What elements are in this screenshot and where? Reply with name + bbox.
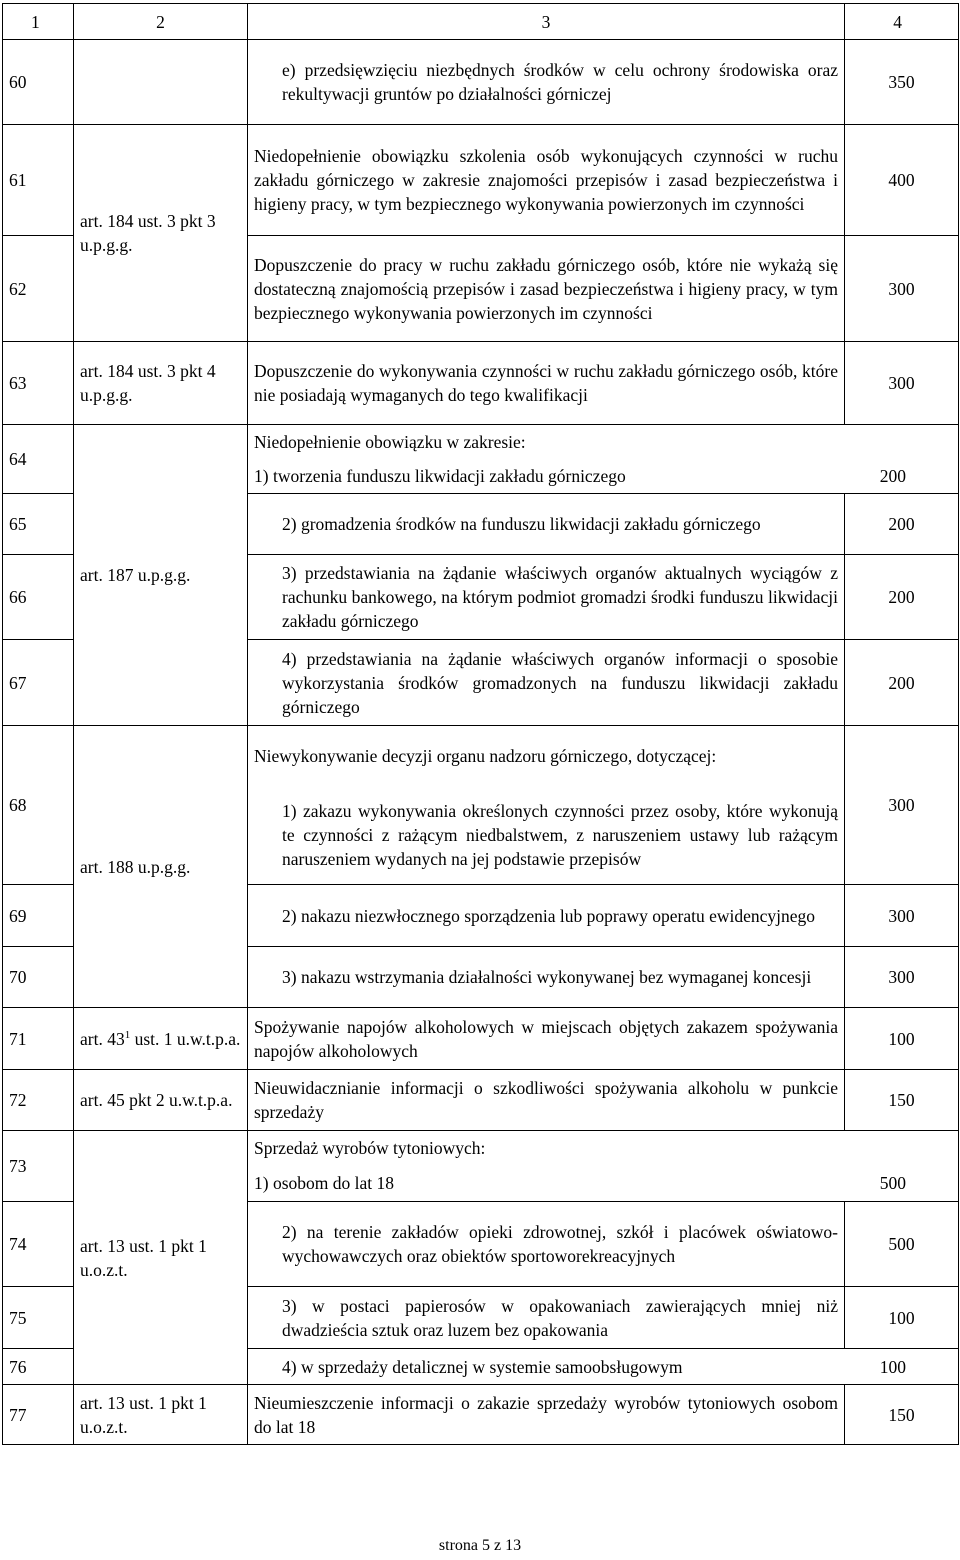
legal-basis: art. 187 u.p.g.g.	[74, 425, 248, 726]
offence-description: 3) przedstawiania na żądanie właściwych organów aktualnych wyciągów z rachunku bankowego, na którym podmiot gromadzi środki funduszu likwidacji zakładu górniczego	[248, 555, 845, 640]
row-number: 77	[3, 1385, 74, 1445]
group-intro-row	[3, 726, 959, 786]
offence-description: 2) na terenie zakładów opieki zdrowotnej, szkół i placówek oświatowo-wychowawczych oraz obiektów sportoworekreacyjnych	[248, 1202, 845, 1287]
fine-amount: 300	[845, 236, 959, 342]
row-number: 64	[3, 425, 74, 494]
offence-description: 1) zakazu wykonywania określonych czynności przez osoby, które wykonują te czynności z rażącym niedbalstwem, z naruszeniem ustawy lub rażącym naruszeniem wydanych na jej podstawie przepisów	[248, 786, 845, 885]
header-col-1: 1	[3, 4, 74, 40]
row-number: 62	[3, 236, 74, 342]
fine-amount: 100	[845, 1349, 959, 1385]
legal-basis-text: ust. 1 u.w.t.p.a.	[130, 1028, 241, 1049]
page-number: strona 5 z 13	[438, 1537, 522, 1554]
offence-description: Nieumieszczenie informacji o zakazie sprzedaży wyrobów tytoniowych osobom do lat 18	[248, 1385, 845, 1445]
table-row	[3, 342, 959, 425]
offence-description: 4) przedstawiania na żądanie właściwych organów informacji o sposobie wykorzystania środków gromadzonych na funduszu likwidacji zakładu górniczego	[248, 640, 845, 726]
legal-basis	[74, 40, 248, 125]
row-number: 60	[3, 40, 74, 125]
row-number: 68	[3, 726, 74, 885]
fine-amount: 150	[845, 1070, 959, 1131]
table-row	[3, 40, 959, 125]
fine-amount: 300	[845, 726, 959, 885]
table-row	[3, 1070, 959, 1131]
fine-amount: 400	[845, 125, 959, 236]
table-row	[3, 1385, 959, 1445]
legal-basis-text: art. 43	[80, 1028, 125, 1049]
group-intro-row	[3, 425, 959, 459]
header-col-3: 3	[248, 4, 845, 40]
fine-amount: 500	[845, 1202, 959, 1287]
fine-amount: 100	[845, 1008, 959, 1070]
row-number: 76	[3, 1349, 74, 1385]
fine-amount: 200	[845, 494, 959, 555]
group-intro: Sprzedaż wyrobów tytoniowych:	[248, 1131, 959, 1166]
fine-amount: 200	[845, 555, 959, 640]
fine-amount: 350	[845, 40, 959, 125]
group-intro-row	[3, 1131, 959, 1166]
offence-description: Dopuszczenie do pracy w ruchu zakładu górniczego osób, które nie wykażą się dostateczną znajomością przepisów i zasad bezpieczeństwa i higieny pracy, w tym bezpiecznego wykonywania powierzonych im czynności	[248, 236, 845, 342]
offence-description: Nieuwidacznianie informacji o szkodliwości spożywania alkoholu w punkcie sprzedaży	[248, 1070, 845, 1131]
legal-basis: art. 45 pkt 2 u.w.t.p.a.	[74, 1070, 248, 1131]
legal-basis: art. 13 ust. 1 pkt 1 u.o.z.t.	[74, 1385, 248, 1445]
fine-amount: 300	[845, 947, 959, 1008]
row-number: 65	[3, 494, 74, 555]
legal-basis: art. 188 u.p.g.g.	[74, 726, 248, 1008]
offence-description: Dopuszczenie do wykonywania czynności w ruchu zakładu górniczego osób, które nie posiadają wymaganych do tego kwalifikacji	[248, 342, 845, 425]
offence-description: 2) gromadzenia środków na funduszu likwidacji zakładu górniczego	[248, 494, 845, 555]
fine-amount: 200	[845, 640, 959, 726]
fine-amount: 500	[845, 1166, 959, 1202]
offence-description: e) przedsięwzięciu niezbędnych środków w celu ochrony środowiska oraz rekultywacji gruntów po działalności górniczej	[248, 40, 845, 125]
table-header-row	[3, 4, 959, 40]
fine-amount: 300	[845, 342, 959, 425]
row-number: 63	[3, 342, 74, 425]
legal-basis: art. 184 ust. 3 pkt 3 u.p.g.g.	[74, 125, 248, 342]
row-number: 72	[3, 1070, 74, 1131]
offence-description: 3) w postaci papierosów w opakowaniach zawierających mniej niż dwadzieścia sztuk oraz luzem bez opakowania	[248, 1287, 845, 1349]
row-number: 69	[3, 885, 74, 947]
row-number: 67	[3, 640, 74, 726]
superscript: 1	[124, 1028, 131, 1041]
legal-basis	[74, 1008, 248, 1070]
penalty-table	[2, 3, 959, 1445]
group-intro: Niedopełnienie obowiązku w zakresie:	[248, 425, 959, 459]
table-row	[3, 1008, 959, 1070]
group-intro: Niewykonywanie decyzji organu nadzoru górniczego, dotyczącej:	[248, 726, 845, 786]
row-number: 73	[3, 1131, 74, 1202]
header-col-2: 2	[74, 4, 248, 40]
offence-description: 1) tworzenia funduszu likwidacji zakładu górniczego	[248, 459, 845, 494]
fine-amount: 300	[845, 885, 959, 947]
fine-amount: 200	[845, 459, 959, 494]
row-number: 75	[3, 1287, 74, 1349]
row-number: 70	[3, 947, 74, 1008]
row-number: 74	[3, 1202, 74, 1287]
legal-basis: art. 13 ust. 1 pkt 1 u.o.z.t.	[74, 1131, 248, 1385]
row-number: 71	[3, 1008, 74, 1070]
row-number: 66	[3, 555, 74, 640]
offence-description: 4) w sprzedaży detalicznej w systemie samoobsługowym	[248, 1349, 845, 1385]
offence-description: 1) osobom do lat 18	[248, 1166, 845, 1202]
offence-description: Spożywanie napojów alkoholowych w miejscach objętych zakazem spożywania napojów alkoholowych	[248, 1008, 845, 1070]
row-number: 61	[3, 125, 74, 236]
offence-description: 3) nakazu wstrzymania działalności wykonywanej bez wymaganej koncesji	[248, 947, 845, 1008]
header-col-4: 4	[845, 4, 959, 40]
legal-basis: art. 184 ust. 3 pkt 4 u.p.g.g.	[74, 342, 248, 425]
fine-amount: 150	[845, 1385, 959, 1445]
offence-description: Niedopełnienie obowiązku szkolenia osób wykonujących czynności w ruchu zakładu górniczego w zakresie znajomości przepisów i zasad bezpieczeństwa i higieny pracy, w tym bezpiecznego wykonywania powierzonych im czynności	[248, 125, 845, 236]
table-row	[3, 125, 959, 236]
offence-description: 2) nakazu niezwłocznego sporządzenia lub poprawy operatu ewidencyjnego	[248, 885, 845, 947]
fine-amount: 100	[845, 1287, 959, 1349]
